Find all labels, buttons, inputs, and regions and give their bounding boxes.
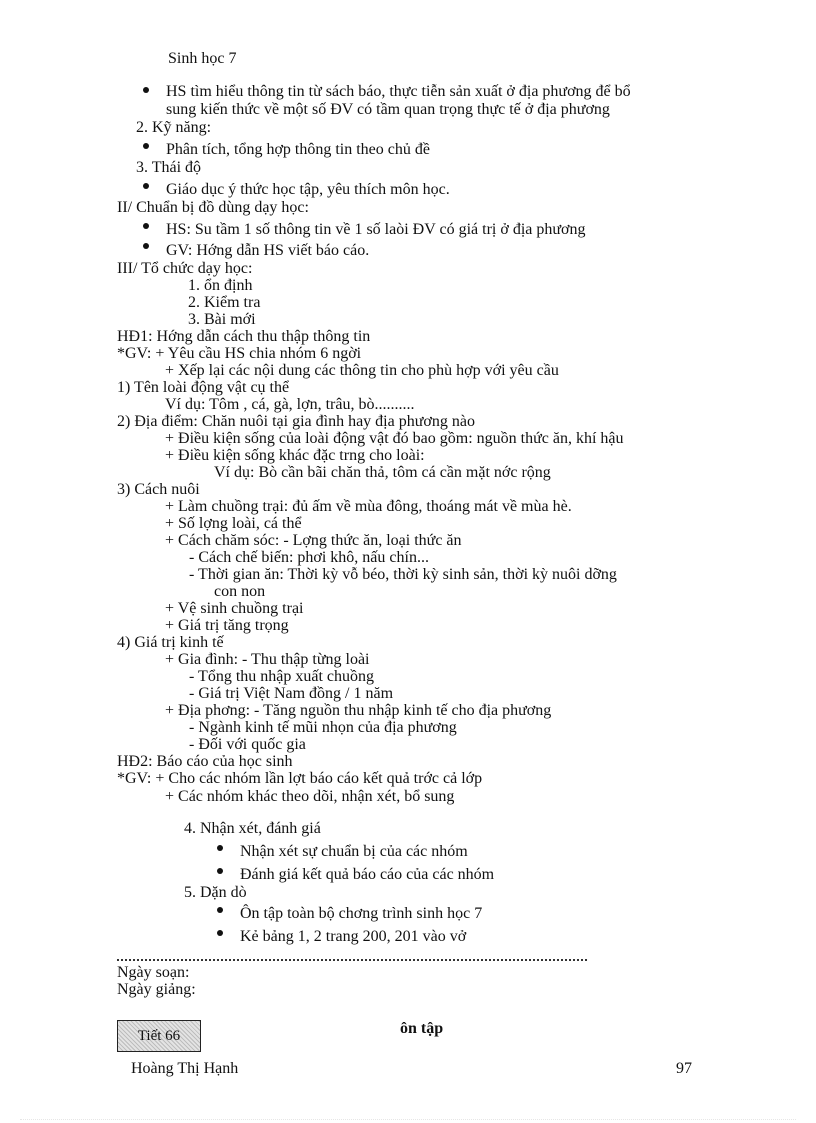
- bullet-icon: [217, 907, 223, 913]
- section-heading: II/ Chuẩn bị đồ dùng dạy học:: [117, 199, 309, 216]
- bullet-icon: [143, 87, 149, 93]
- text-line: + Vệ sinh chuồng trại: [165, 600, 304, 617]
- footer-author: Hoàng Thị Hạnh: [131, 1060, 239, 1077]
- text-line: + Xếp lại các nội dung các thông tin cho phù hợp với yêu cầu: [165, 362, 559, 379]
- text-line: Ví dụ: Tôm , cá, gà, lợn, trâu, bò..........: [165, 396, 415, 413]
- text-line: HS tìm hiểu thông tin từ sách báo, thực tiễn sản xuất ở địa phương để bổ: [166, 83, 631, 100]
- text-line: *GV: + Yêu cầu HS chia nhóm 6 ngời: [117, 345, 362, 362]
- bullet-icon: [143, 143, 149, 149]
- text-line: GV: Hớng dẫn HS viết báo cáo.: [166, 242, 370, 259]
- text-line: - Giá trị Việt Nam đồng / 1 năm: [189, 685, 394, 702]
- text-line: - Tổng thu nhập xuất chuồng: [189, 668, 375, 685]
- text-line: 1) Tên loài động vật cụ thể: [117, 379, 290, 396]
- text-line: 2) Địa điểm: Chăn nuôi tại gia đình hay địa phương nào: [117, 413, 475, 430]
- text-line: 2. Kỹ năng:: [136, 119, 212, 136]
- text-line: + Cách chăm sóc: - Lợng thức ăn, loại thức ăn: [165, 532, 462, 549]
- text-line: Phân tích, tổng hợp thông tin theo chủ đề: [166, 141, 430, 158]
- text-line: 4) Giá trị kinh tế: [117, 634, 224, 651]
- text-line: 2. Kiểm tra: [188, 294, 261, 311]
- bottom-divider: [20, 1118, 796, 1120]
- bullet-icon: [217, 845, 223, 851]
- bullet-icon: [143, 183, 149, 189]
- text-line: 3. Bài mới: [188, 311, 256, 328]
- text-line: HĐ2: Báo cáo của học sinh: [117, 753, 293, 770]
- page-header: Sinh học 7: [168, 50, 237, 67]
- lesson-number-box: Tiết 66: [117, 1020, 201, 1052]
- text-line: + Số lợng loài, cá thể: [165, 515, 302, 532]
- text-line: - Ngành kinh tế mũi nhọn của địa phương: [189, 719, 457, 736]
- text-line: HS: Su tầm 1 số thông tin về 1 số laòi ĐV có giá trị ở địa phương: [166, 221, 586, 238]
- text-line: + Gia đình: - Thu thập từng loài: [165, 651, 370, 668]
- date-prepared-label: Ngày soạn:: [117, 964, 190, 981]
- bullet-icon: [143, 223, 149, 229]
- text-line: 3) Cách nuôi: [117, 481, 200, 498]
- text-line: HĐ1: Hớng dẫn cách thu thập thông tin: [117, 328, 371, 345]
- bullet-icon: [143, 243, 149, 249]
- text-line: 5. Dặn dò: [184, 884, 247, 901]
- text-line: 1. ổn định: [188, 277, 253, 294]
- bullet-icon: [217, 868, 223, 874]
- text-line: + Các nhóm khác theo dõi, nhận xét, bổ sung: [165, 788, 455, 805]
- text-line: Nhận xét sự chuẩn bị của các nhóm: [240, 843, 468, 860]
- dotted-separator: [117, 951, 587, 961]
- text-line: Giáo dục ý thức học tập, yêu thích môn học.: [166, 181, 450, 198]
- text-line: con non: [214, 583, 266, 600]
- text-line: Đánh giá kết quả báo cáo của các nhóm: [240, 866, 495, 883]
- page-number: 97: [676, 1060, 692, 1077]
- text-line: - Đối với quốc gia: [189, 736, 306, 753]
- text-line: - Cách chế biến: phơi khô, nấu chín...: [189, 549, 429, 566]
- text-line: 3. Thái độ: [136, 159, 202, 176]
- text-line: + Điều kiện sống khác đặc trng cho loài:: [165, 447, 425, 464]
- text-line: + Điều kiện sống của loài động vật đó bao gồm: nguồn thức ăn, khí hậu: [165, 430, 624, 447]
- date-taught-label: Ngày giảng:: [117, 981, 196, 998]
- text-line: + Giá trị tăng trọng: [165, 617, 289, 634]
- section-heading: III/ Tổ chức dạy học:: [117, 260, 253, 277]
- text-line: - Thời gian ăn: Thời kỳ vỗ béo, thời kỳ sinh sản, thời kỳ nuôi dỡng: [189, 566, 617, 583]
- bullet-icon: [217, 930, 223, 936]
- text-line: Kẻ bảng 1, 2 trang 200, 201 vào vở: [240, 928, 467, 945]
- text-line: + Địa phơng: - Tăng nguồn thu nhập kinh tế cho địa phương: [165, 702, 552, 719]
- text-line: 4. Nhận xét, đánh giá: [184, 820, 321, 837]
- text-line: *GV: + Cho các nhóm lần lợt báo cáo kết quả trớc cả lớp: [117, 770, 483, 787]
- text-line: + Làm chuồng trại: đủ ấm về mùa đông, thoáng mát về mùa hè.: [165, 498, 572, 515]
- text-line: sung kiến thức về một số ĐV có tầm quan trọng thực tế ở địa phương: [166, 101, 610, 118]
- text-line: Ví dụ: Bò cần bãi chăn thả, tôm cá cần mặt nớc rộng: [214, 464, 551, 481]
- lesson-title: ôn tập: [400, 1020, 444, 1037]
- text-line: Ôn tập toàn bộ chơng trình sinh học 7: [240, 905, 483, 922]
